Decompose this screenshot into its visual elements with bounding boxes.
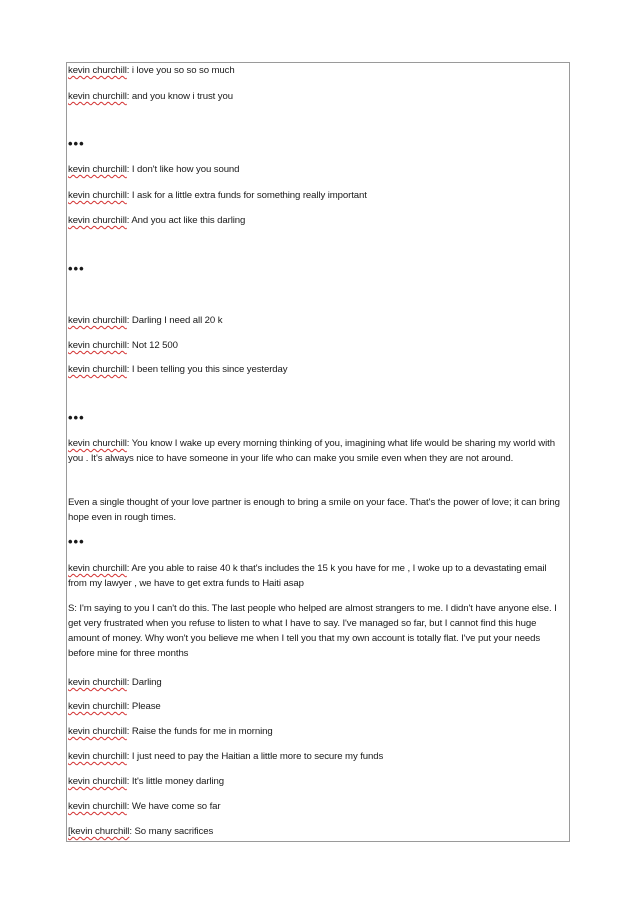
speaker-name: kevin churchill <box>68 801 127 812</box>
speaker-name: kevin churchill <box>68 65 127 76</box>
message-text: So many sacrifices <box>134 826 214 837</box>
speaker-name: kevin churchill <box>68 776 127 787</box>
separator-dots: ••• <box>68 410 85 425</box>
speaker-name: kevin churchill <box>68 340 127 351</box>
message-text: Darling I need all 20 k <box>131 315 223 326</box>
chat-line: kevin churchill: Not 12 500 <box>68 340 178 351</box>
chat-line: kevin churchill: I been telling you this since yesterday <box>68 364 288 375</box>
speaker-name: kevin churchill <box>68 438 127 449</box>
speaker-name: kevin churchill <box>68 563 127 574</box>
chat-line: kevin churchill: You know I wake up every morning thinking of you, imagining what life would be sharing my world with you . It's always nice to have someone in your life who can make you smile even when they are not around. <box>68 438 555 464</box>
reply-paragraph: S: I'm saying to you I can't do this. The last people who helped are almost strangers to me. I didn't have anyone else. I get very frustrated when you refuse to listen to what I have to say. I've managed so far, but I cannot find this huge amount of money. Why won't you believe me when I tell you that my own account is totally flat. I've put your needs before mine for three months <box>68 603 557 659</box>
message-text: I been telling you this since yesterday <box>131 364 288 375</box>
paragraph: Even a single thought of your love partner is enough to bring a smile on your face. That's the power of love; it can bring hope even in rough times. <box>68 497 560 523</box>
speaker-name: kevin churchill <box>68 726 127 737</box>
speaker-name: kevin churchill <box>68 164 127 175</box>
message-text: I just need to pay the Haitian a little more to secure my funds <box>131 751 384 762</box>
speaker-name: kevin churchill <box>68 701 127 712</box>
chat-line: kevin churchill: I just need to pay the Haitian a little more to secure my funds <box>68 751 384 762</box>
speaker-name: [kevin churchill <box>68 826 130 837</box>
separator-dots: ••• <box>68 534 85 549</box>
speaker-name: kevin churchill <box>68 751 127 762</box>
message-text: We have come so far <box>131 801 221 812</box>
message-text: i love you so so so much <box>131 65 235 76</box>
message-text: Darling <box>131 677 162 688</box>
chat-line: kevin churchill: We have come so far <box>68 801 221 812</box>
chat-line: kevin churchill: Darling I need all 20 k <box>68 315 223 326</box>
separator-dots: ••• <box>68 261 85 276</box>
chat-line: kevin churchill: It's little money darling <box>68 776 225 787</box>
message-text: Raise the funds for me in morning <box>131 726 273 737</box>
chat-line: kevin churchill: And you act like this darling <box>68 215 246 226</box>
chat-line: kevin churchill: I don't like how you sound <box>68 164 240 175</box>
speaker-name: kevin churchill <box>68 215 127 226</box>
chat-line: kevin churchill: Please <box>68 701 161 712</box>
message-text: It's little money darling <box>131 776 225 787</box>
chat-line: [kevin churchill: So many sacrifices <box>68 826 214 837</box>
speaker-name: kevin churchill <box>68 315 127 326</box>
separator-dots: ••• <box>68 136 85 151</box>
chat-line: kevin churchill: I ask for a little extra funds for something really important <box>68 190 367 201</box>
speaker-name: kevin churchill <box>68 190 127 201</box>
message-text: Are you able to raise 40 k that's includes the 15 k you have for me , I woke up to a devastating email from my lawyer , we have to get extra funds to Haiti asap <box>68 563 547 589</box>
chat-line: kevin churchill: Darling <box>68 677 162 688</box>
chat-line: kevin churchill: Are you able to raise 40 k that's includes the 15 k you have for me , I woke up to a devastating email from my lawyer , we have to get extra funds to Haiti asap <box>68 563 547 589</box>
message-text: Please <box>131 701 161 712</box>
message-text: and you know i trust you <box>131 91 233 102</box>
message-text: Not 12 500 <box>131 340 178 351</box>
chat-line: kevin churchill: i love you so so so much <box>68 65 235 76</box>
speaker-name: kevin churchill <box>68 91 127 102</box>
speaker-name: kevin churchill <box>68 677 127 688</box>
chat-line: kevin churchill: Raise the funds for me in morning <box>68 726 273 737</box>
message-text: I ask for a little extra funds for something really important <box>131 190 367 201</box>
message-text: And you act like this darling <box>131 215 246 226</box>
message-text: I don't like how you sound <box>131 164 240 175</box>
chat-line: kevin churchill: and you know i trust you <box>68 91 233 102</box>
message-text: You know I wake up every morning thinking of you, imagining what life would be sharing my world with you . It's always nice to have someone in your life who can make you smile even when they are not around. <box>68 438 555 464</box>
speaker-name: kevin churchill <box>68 364 127 375</box>
